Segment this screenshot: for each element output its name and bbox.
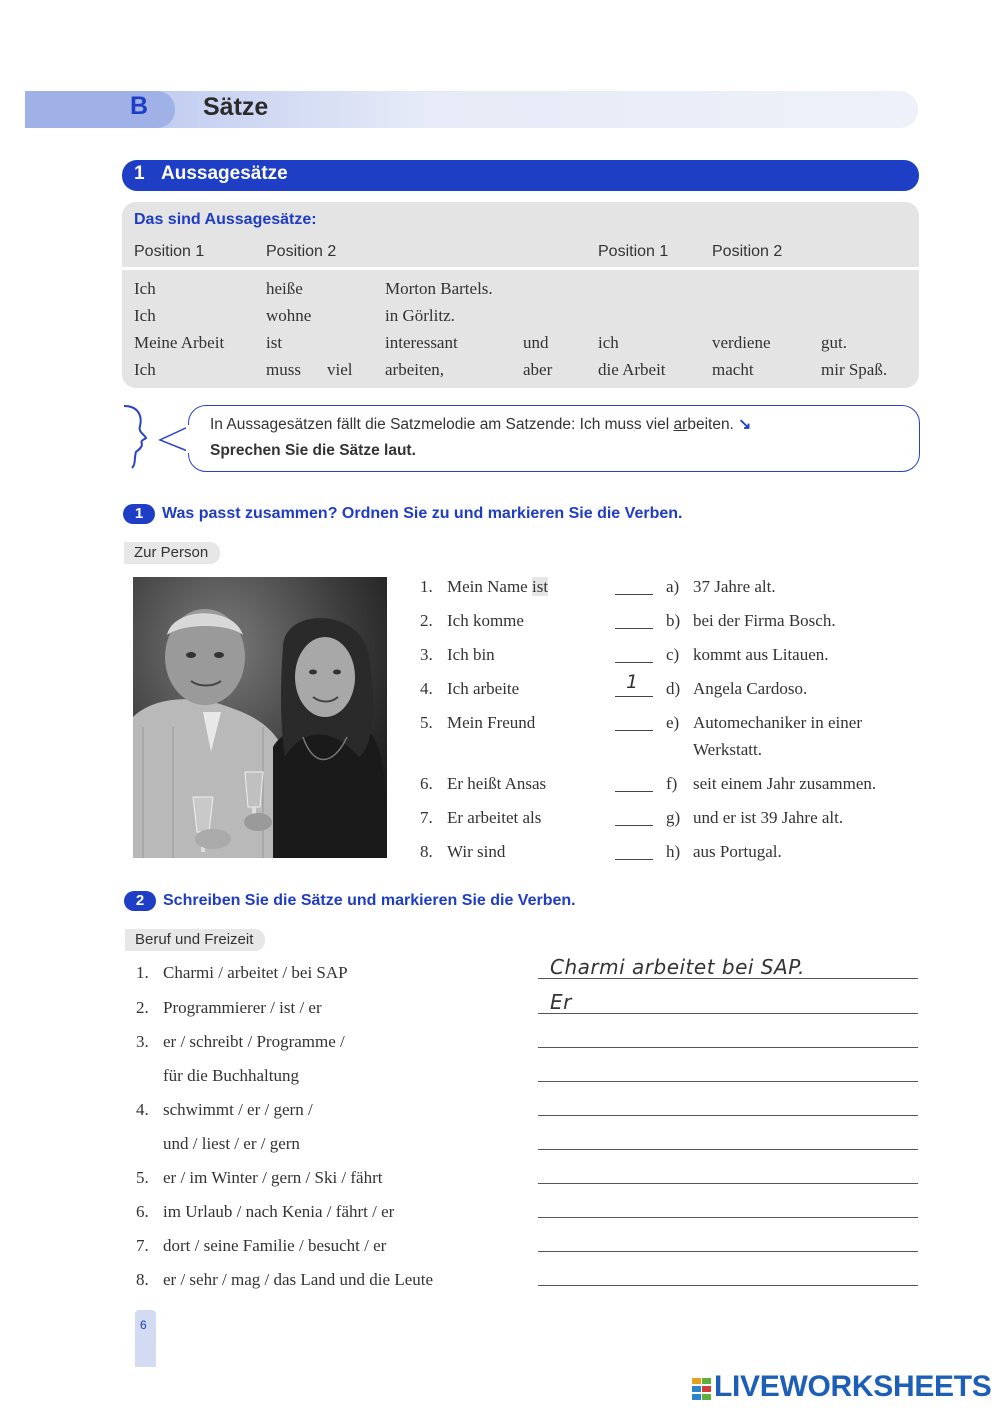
match-number: 5. <box>420 713 433 732</box>
grammar-cell: aber <box>523 360 553 379</box>
answer-handwriting[interactable]: Er <box>550 990 572 1014</box>
grammar-cell: in Görlitz. <box>385 306 455 325</box>
prompt-number: 6. <box>136 1202 149 1221</box>
match-right-item: seit einem Jahr zusammen. <box>693 774 877 793</box>
answer-line[interactable] <box>538 1047 918 1048</box>
match-letter: c) <box>666 645 680 664</box>
pronunciation-text <box>210 415 751 434</box>
match-answer-blank[interactable] <box>615 628 653 629</box>
prompt-number: 2. <box>136 998 149 1017</box>
match-left-text: Mein Name <box>447 577 528 596</box>
grammar-header-position-2b: Position 2 <box>712 243 783 260</box>
prompt-text: dort / seine Familie / besucht / er <box>163 1236 387 1255</box>
match-left-item[interactable]: Er heißt Ansas <box>447 774 547 793</box>
match-left-item[interactable]: Er arbeitet als <box>447 808 542 827</box>
match-left-item <box>447 577 548 597</box>
page-number: 6 <box>140 1318 147 1332</box>
match-right-item: Automechaniker in einer <box>693 713 862 732</box>
grammar-cell: ist <box>266 333 283 352</box>
subsection-title: Aussagesätze <box>161 163 288 184</box>
liveworksheets-logo-icon <box>692 1378 712 1400</box>
grammar-header-position-2: Position 2 <box>266 243 337 260</box>
exercise-2-title: Schreiben Sie die Sätze und markieren Sie die Verben. <box>163 892 576 909</box>
marked-verb[interactable]: ist <box>531 577 549 596</box>
match-letter: f) <box>666 774 678 793</box>
match-letter: d) <box>666 679 681 698</box>
grammar-cell: Ich <box>134 306 156 325</box>
grammar-box-divider <box>122 267 919 270</box>
match-left-item[interactable]: Mein Freund <box>447 713 536 732</box>
match-right-item: Angela Cardoso. <box>693 679 808 698</box>
grammar-cell: macht <box>712 360 754 379</box>
prompt-number: 3. <box>136 1032 149 1051</box>
match-number: 7. <box>420 808 433 827</box>
match-letter: b) <box>666 611 681 630</box>
match-right-item: kommt aus Litauen. <box>693 645 829 664</box>
grammar-cell: Ich <box>134 279 156 298</box>
exercise-2-tag: Beruf und Freizeit <box>125 929 265 951</box>
match-answer-blank[interactable] <box>615 594 653 595</box>
answer-handwriting[interactable]: Charmi arbeitet bei SAP. <box>550 955 805 979</box>
grammar-cell: die Arbeit <box>598 360 666 379</box>
match-answer-blank[interactable] <box>615 696 653 697</box>
exercise-1-badge: 1 <box>123 504 155 524</box>
stressed-syllable: ar <box>673 416 688 433</box>
match-number: 1. <box>420 577 433 596</box>
subsection-number: 1 <box>134 163 145 184</box>
answer-line[interactable] <box>538 1149 918 1150</box>
pronunciation-instruction: Sprechen Sie die Sätze laut. <box>210 442 416 459</box>
exercise-1-title: Was passt zusammen? Ordnen Sie zu und markieren Sie die Verben. <box>162 505 683 522</box>
match-answer-filled[interactable]: 1 <box>626 671 639 693</box>
section-letter-box <box>25 91 175 128</box>
prompt-number: 4. <box>136 1100 149 1119</box>
match-left-item[interactable]: Ich komme <box>447 611 524 630</box>
grammar-cell: ich <box>598 333 619 352</box>
answer-line[interactable] <box>538 1285 918 1286</box>
match-right-item: und er ist 39 Jahre alt. <box>693 808 844 827</box>
pronunciation-text-part: In Aussagesätzen fällt die Satzmelodie am Satzende: Ich muss viel <box>210 416 674 433</box>
match-number: 6. <box>420 774 433 793</box>
grammar-cell: gut. <box>821 333 847 352</box>
exercise-1-tag: Zur Person <box>124 542 220 564</box>
match-letter: h) <box>666 842 681 861</box>
bubble-mask <box>186 425 192 453</box>
grammar-box <box>122 202 919 388</box>
section-title: Sätze <box>203 93 269 121</box>
match-number: 2. <box>420 611 433 630</box>
answer-line[interactable] <box>538 1081 918 1082</box>
grammar-cell: wohne <box>266 306 312 325</box>
grammar-cell: arbeiten, <box>385 360 444 379</box>
match-answer-blank[interactable] <box>615 859 653 860</box>
couple-photo <box>133 577 387 858</box>
match-right-item: 37 Jahre alt. <box>693 577 776 596</box>
match-answer-blank[interactable] <box>615 791 653 792</box>
grammar-cell: Ich <box>134 360 156 379</box>
answer-line[interactable] <box>538 1013 918 1014</box>
pronunciation-text-part: beiten. <box>687 416 734 433</box>
grammar-cell: heiße <box>266 279 303 298</box>
prompt-text: er / schreibt / Programme / <box>163 1032 345 1051</box>
prompt-text: im Urlaub / nach Kenia / fährt / er <box>163 1202 395 1221</box>
grammar-cell: Morton Bartels. <box>385 279 493 298</box>
watermark-text: LIVEWORKSHEETS <box>714 1370 992 1403</box>
prompt-number: 5. <box>136 1168 149 1187</box>
match-left-item[interactable]: Ich arbeite <box>447 679 520 698</box>
prompt-number: 7. <box>136 1236 149 1255</box>
prompt-number: 8. <box>136 1270 149 1289</box>
grammar-cell: verdiene <box>712 333 771 352</box>
grammar-cell: Meine Arbeit <box>134 333 225 352</box>
match-answer-blank[interactable] <box>615 662 653 663</box>
prompt-text: er / im Winter / gern / Ski / fährt <box>163 1168 383 1187</box>
match-left-item[interactable]: Wir sind <box>447 842 506 861</box>
answer-line[interactable] <box>538 1217 918 1218</box>
answer-line[interactable] <box>538 1183 918 1184</box>
grammar-box-heading: Das sind Aussagesätze: <box>134 211 317 228</box>
match-number: 8. <box>420 842 433 861</box>
grammar-cell: viel <box>327 360 353 379</box>
exercise-2-badge: 2 <box>124 891 156 911</box>
grammar-cell: muss <box>266 360 301 379</box>
match-answer-blank[interactable] <box>615 730 653 731</box>
prompt-text: Charmi / arbeitet / bei SAP <box>163 963 348 982</box>
grammar-cell: interessant <box>385 333 458 352</box>
grammar-header-position-1b: Position 1 <box>598 243 669 260</box>
match-right-item: aus Portugal. <box>693 842 782 861</box>
prompt-text: schwimmt / er / gern / <box>163 1100 313 1119</box>
falling-intonation-arrow-icon: ↘ <box>738 416 752 433</box>
prompt-number: 1. <box>136 963 149 982</box>
match-number: 3. <box>420 645 433 664</box>
answer-line[interactable] <box>538 1115 918 1116</box>
prompt-text: für die Buchhaltung <box>163 1066 299 1085</box>
match-right-item: bei der Firma Bosch. <box>693 611 836 630</box>
section-letter: B <box>130 92 149 120</box>
prompt-text: und / liest / er / gern <box>163 1134 300 1153</box>
match-letter: g) <box>666 808 681 827</box>
match-letter: e) <box>666 713 680 732</box>
match-number: 4. <box>420 679 433 698</box>
grammar-cell: und <box>523 333 549 352</box>
match-left-item[interactable]: Ich bin <box>447 645 495 664</box>
grammar-cell: mir Spaß. <box>821 360 888 379</box>
answer-line[interactable] <box>538 1251 918 1252</box>
prompt-text: Programmierer / ist / er <box>163 998 322 1017</box>
grammar-header-position-1: Position 1 <box>134 243 205 260</box>
prompt-text: er / sehr / mag / das Land und die Leute <box>163 1270 434 1289</box>
match-letter: a) <box>666 577 680 596</box>
match-right-item-continued: Werkstatt. <box>693 740 762 759</box>
match-answer-blank[interactable] <box>615 825 653 826</box>
